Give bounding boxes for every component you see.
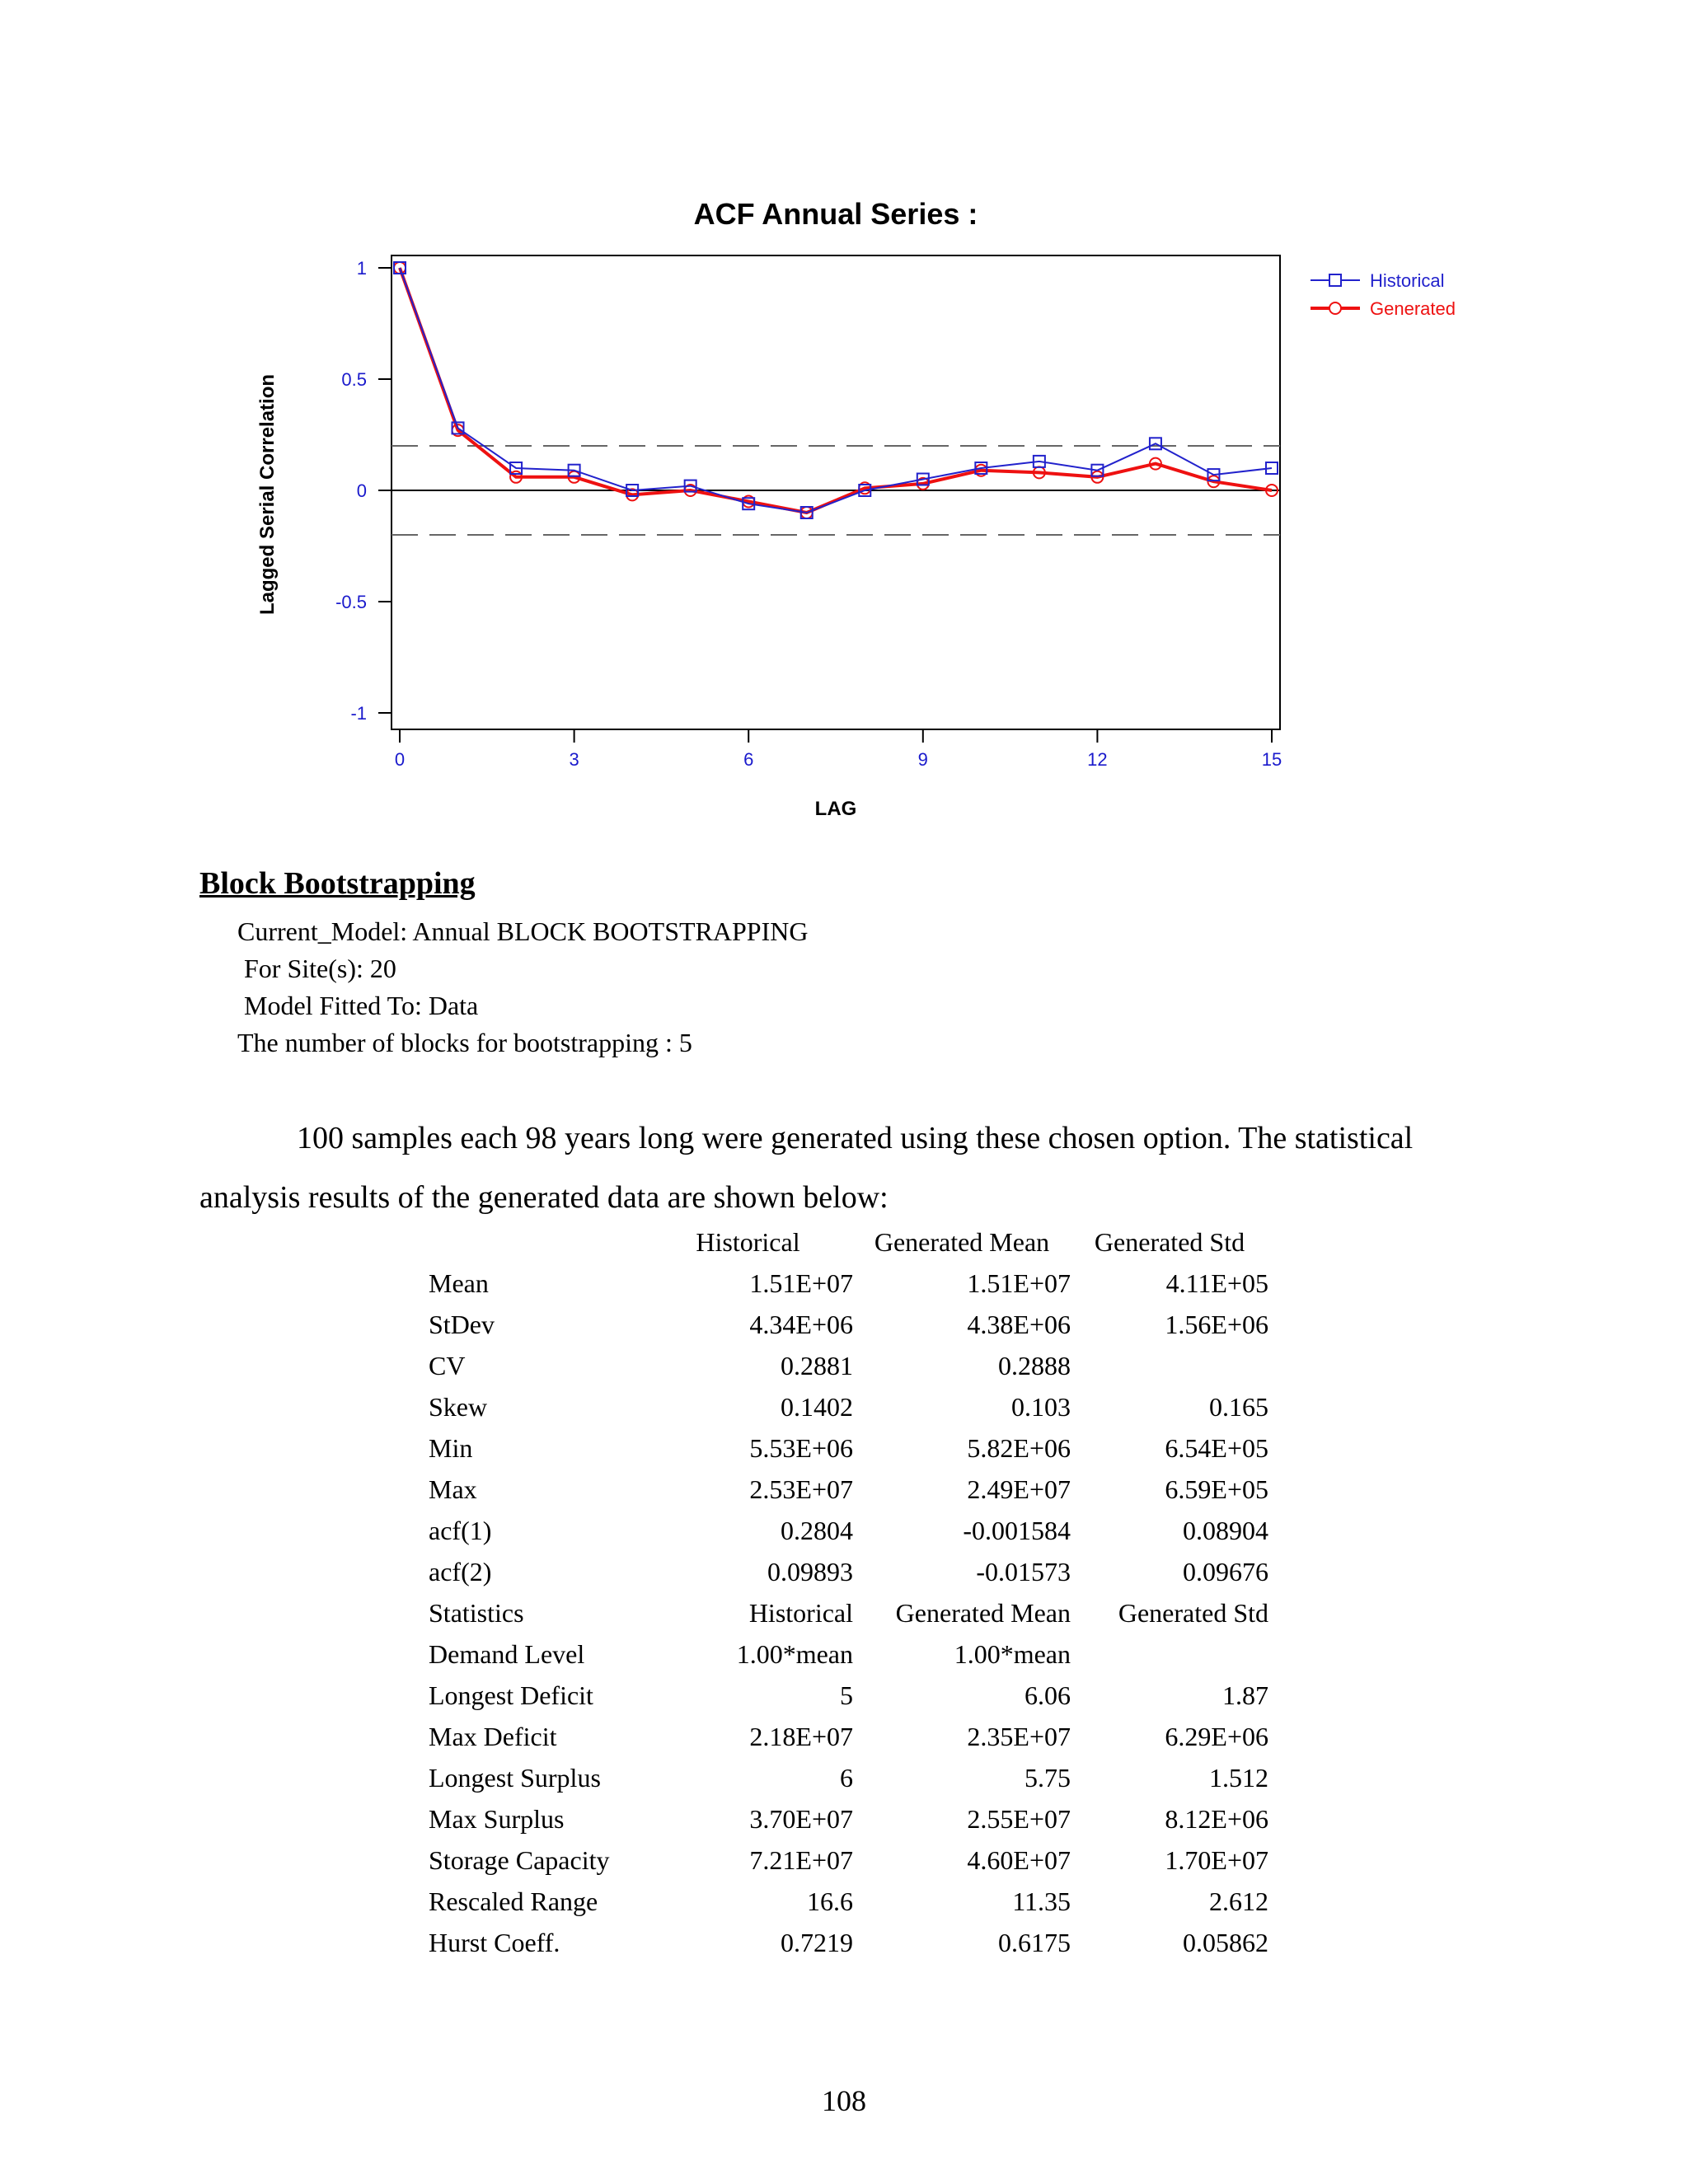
- table-row: [422, 1427, 1268, 1469]
- legend-marker: [1329, 302, 1341, 314]
- table-cell: 0.08904: [1183, 1515, 1268, 1545]
- row-label: Longest Deficit: [429, 1680, 593, 1710]
- row-label: Max Deficit: [429, 1721, 557, 1751]
- table-cell: 4.11E+05: [1165, 1268, 1268, 1298]
- row-label: Longest Surplus: [429, 1762, 601, 1793]
- table-cell: 0.2888: [998, 1350, 1071, 1380]
- chart-legend: [1311, 270, 1456, 319]
- section-title: Block Bootstrapping: [199, 866, 476, 901]
- model-info: [237, 913, 808, 1062]
- row-label: Storage Capacity: [429, 1844, 610, 1875]
- row-label: Max: [429, 1474, 477, 1504]
- table-cell: 3.70E+07: [749, 1803, 853, 1834]
- table-cell: 7.21E+07: [749, 1844, 853, 1875]
- table-cell: 16.6: [807, 1886, 853, 1916]
- series-line-generated: [400, 268, 1272, 513]
- table-row: [422, 1675, 1268, 1716]
- acf-chart: [247, 190, 1517, 849]
- table-cell: 1.00*mean: [954, 1638, 1071, 1669]
- table-row: [422, 1840, 1268, 1881]
- row-label: Hurst Coeff.: [429, 1927, 560, 1957]
- header-generated-mean: Generated Mean: [874, 1226, 1050, 1257]
- row-label: StDev: [429, 1309, 495, 1339]
- y-tick-label: 0.5: [341, 369, 367, 390]
- table-row: [422, 1304, 1268, 1345]
- row-label: Rescaled Range: [429, 1886, 598, 1916]
- y-axis-label: Lagged Serial Correlation: [256, 373, 279, 616]
- table-cell: 2.53E+07: [749, 1474, 853, 1504]
- table-cell: 2.55E+07: [967, 1803, 1071, 1834]
- y-tick-label: -1: [350, 703, 367, 724]
- model-fitted-line: Model Fitted To: Data: [244, 991, 479, 1020]
- table-cell: 1.512: [1209, 1762, 1268, 1793]
- table-cell: 6.54E+05: [1165, 1432, 1268, 1463]
- table-row: [422, 1881, 1268, 1922]
- statistics-table: [422, 1221, 1268, 1963]
- x-axis-label: LAG: [814, 798, 857, 820]
- current-model-line: Current_Model: Annual BLOCK BOOTSTRAPPING: [237, 916, 809, 946]
- table-cell: 6: [840, 1762, 853, 1793]
- table-cell: 2.612: [1209, 1886, 1268, 1916]
- x-axis-ticks: [395, 729, 1282, 770]
- table-row: [422, 1592, 1268, 1633]
- table-cell: 5.53E+06: [749, 1432, 853, 1463]
- row-label: Demand Level: [429, 1638, 585, 1669]
- table-cell: 1.51E+07: [749, 1268, 853, 1298]
- table-cell: Generated Mean: [895, 1597, 1071, 1628]
- table-row: [422, 1345, 1268, 1386]
- table-body: [422, 1263, 1268, 1963]
- table-cell: Generated Std: [1118, 1597, 1268, 1628]
- table-row: [422, 1386, 1268, 1427]
- row-label: acf(1): [429, 1515, 492, 1545]
- header-empty: [422, 1221, 643, 1263]
- table-row: [422, 1757, 1268, 1798]
- table-cell: 0.103: [1011, 1391, 1071, 1422]
- table-cell: 0.2881: [781, 1350, 853, 1380]
- reference-lines: [392, 446, 1280, 535]
- series-layer: [394, 262, 1278, 518]
- table-cell: 6.29E+06: [1165, 1721, 1268, 1751]
- table-row: [422, 1263, 1268, 1304]
- table-cell: 1.51E+07: [967, 1268, 1071, 1298]
- intro-text: 100 samples each 98 years long were generated using these chosen option. The statistical analysis results of the generated data are shown below:: [199, 1121, 1414, 1215]
- y-tick-label: -0.5: [335, 592, 367, 612]
- table-cell: Historical: [748, 1597, 853, 1628]
- row-label: acf(2): [429, 1556, 492, 1586]
- table-row: [422, 1469, 1268, 1510]
- intro-paragraph: [199, 1108, 1502, 1227]
- table-row: [422, 1716, 1268, 1757]
- table-cell: 0.165: [1209, 1391, 1268, 1422]
- table-cell: 4.60E+07: [967, 1844, 1071, 1875]
- table-cell: 1.00*mean: [736, 1638, 853, 1669]
- row-label: Mean: [429, 1268, 489, 1298]
- table-cell: 5.82E+06: [967, 1432, 1071, 1463]
- table-cell: 0.05862: [1183, 1927, 1268, 1957]
- table-cell: 5: [840, 1680, 853, 1710]
- y-axis-ticks: [335, 258, 392, 724]
- table-cell: 4.34E+06: [749, 1309, 853, 1339]
- sites-line: For Site(s): 20: [244, 954, 396, 983]
- page-number: 108: [822, 2084, 866, 2117]
- header-historical: Historical: [696, 1226, 800, 1257]
- legend-label: Generated: [1370, 298, 1456, 319]
- header-generated-std: Generated Std: [1094, 1226, 1245, 1257]
- row-label: Min: [429, 1432, 473, 1463]
- table-cell: 2.18E+07: [749, 1721, 853, 1751]
- row-label: Statistics: [429, 1597, 524, 1628]
- table-row: [422, 1510, 1268, 1551]
- table-cell: 1.70E+07: [1165, 1844, 1268, 1875]
- table-cell: 0.09893: [767, 1556, 853, 1586]
- table-cell: 0.09676: [1183, 1556, 1268, 1586]
- table-cell: [1071, 1345, 1268, 1386]
- blocks-line: The number of blocks for bootstrapping : 5: [237, 1028, 692, 1057]
- row-label: CV: [429, 1350, 466, 1380]
- table-cell: 1.87: [1222, 1680, 1268, 1710]
- x-tick-label: 12: [1087, 749, 1108, 770]
- table-cell: 5.75: [1025, 1762, 1071, 1793]
- table-cell: 2.35E+07: [967, 1721, 1071, 1751]
- table-row: [422, 1633, 1268, 1675]
- table-header-row: [422, 1221, 1268, 1263]
- row-label: Skew: [429, 1391, 488, 1422]
- y-tick-label: 1: [356, 258, 367, 279]
- table-cell: 6.06: [1025, 1680, 1071, 1710]
- table-row: [422, 1798, 1268, 1840]
- y-tick-label: 0: [356, 480, 367, 501]
- chart-title: ACF Annual Series :: [693, 197, 978, 231]
- legend-marker: [1329, 274, 1341, 286]
- row-label: Max Surplus: [429, 1803, 565, 1834]
- table-cell: [1071, 1633, 1268, 1675]
- table-cell: -0.001584: [963, 1515, 1071, 1545]
- table-cell: 0.1402: [781, 1391, 853, 1422]
- table-cell: 8.12E+06: [1165, 1803, 1268, 1834]
- x-tick-label: 6: [743, 749, 754, 770]
- table-cell: 2.49E+07: [967, 1474, 1071, 1504]
- table-cell: 0.6175: [998, 1927, 1071, 1957]
- table-cell: 0.2804: [781, 1515, 853, 1545]
- legend-label: Historical: [1370, 270, 1445, 291]
- table-cell: 0.7219: [781, 1927, 853, 1957]
- table-cell: 4.38E+06: [967, 1309, 1071, 1339]
- table-cell: 6.59E+05: [1165, 1474, 1268, 1504]
- table-row: [422, 1551, 1268, 1592]
- table-cell: -0.01573: [976, 1556, 1071, 1586]
- x-tick-label: 0: [394, 749, 406, 770]
- x-tick-label: 9: [917, 749, 928, 770]
- table-cell: 1.56E+06: [1165, 1309, 1268, 1339]
- x-tick-label: 3: [569, 749, 579, 770]
- table-cell: 11.35: [1012, 1886, 1071, 1916]
- x-tick-label: 15: [1261, 749, 1282, 770]
- plot-frame: [392, 255, 1280, 729]
- table-row: [422, 1922, 1268, 1963]
